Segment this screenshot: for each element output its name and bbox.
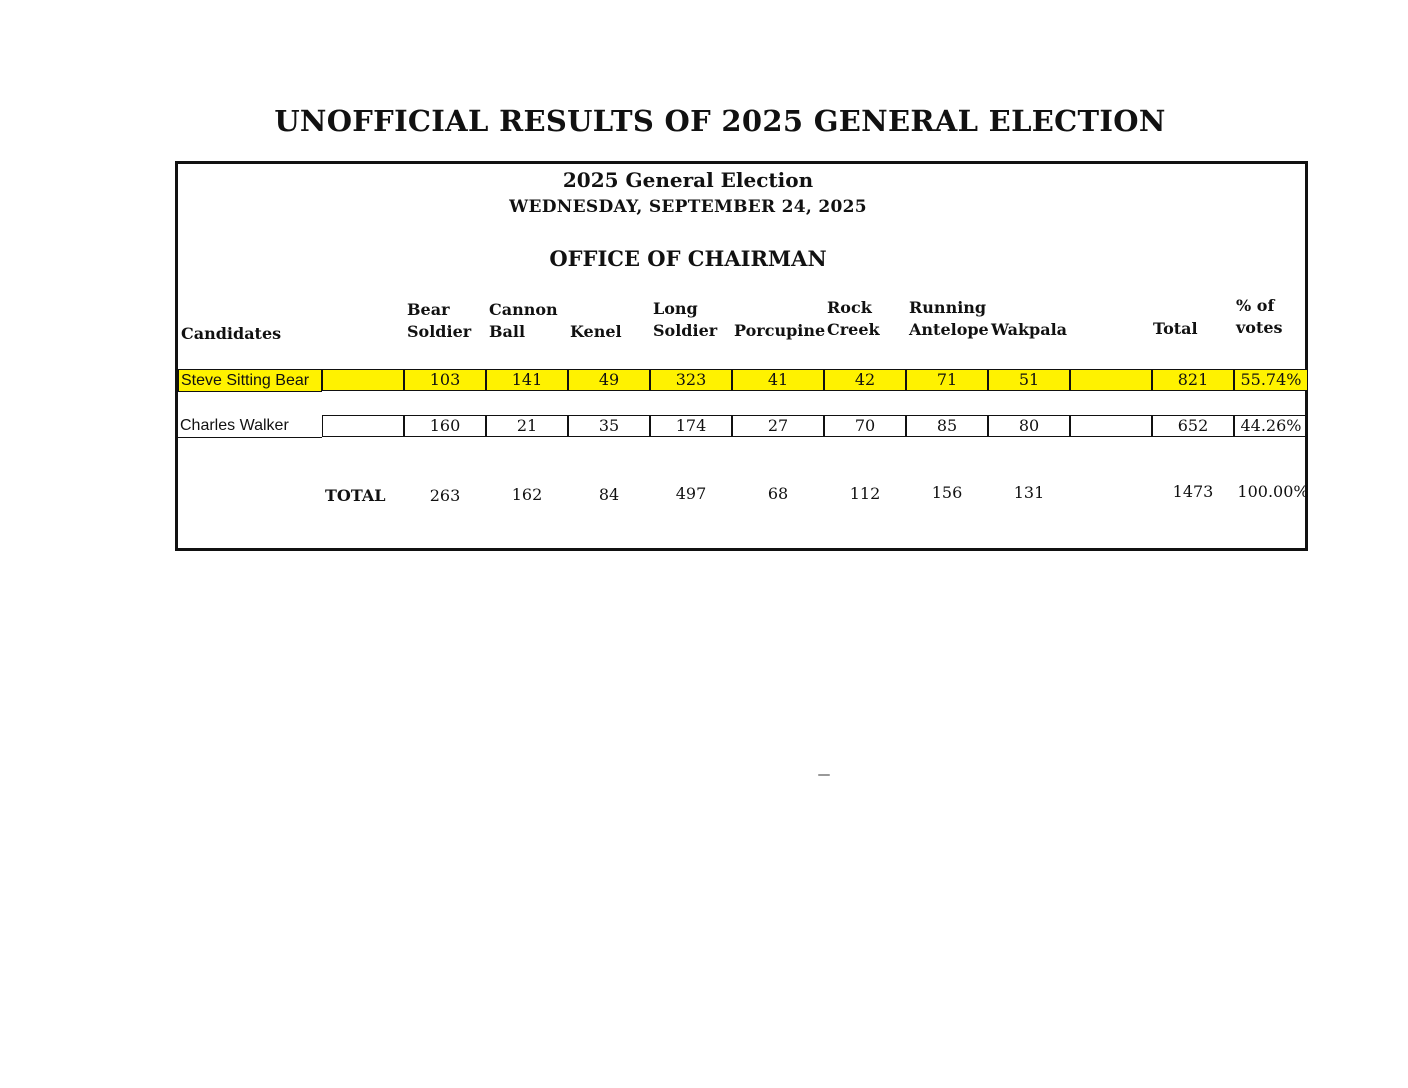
total-cell: 821	[1152, 369, 1234, 391]
page-title: UNOFFICIAL RESULTS OF 2025 GENERAL ELECTION	[274, 104, 1166, 138]
results-table	[175, 161, 1308, 551]
total-value: 131	[1013, 483, 1045, 502]
header-long-soldier: Long Soldier	[653, 299, 718, 340]
vote-cell: 85	[906, 415, 988, 437]
candidate-name: Charles Walker	[178, 415, 322, 438]
vote-cell: 49	[568, 369, 650, 391]
total-value: 68	[767, 484, 789, 503]
vote-cell: 141	[486, 369, 568, 391]
vote-cell: 41	[732, 369, 824, 391]
header-bear-soldier: Bear Soldier	[407, 300, 472, 341]
vote-cell-empty	[1070, 415, 1152, 437]
header-running-antelope: Running Antelope	[909, 298, 989, 339]
vote-cell: 51	[988, 369, 1070, 391]
total-value: 263	[429, 486, 461, 505]
vote-cell: 174	[650, 415, 732, 437]
vote-cell-empty	[322, 369, 404, 391]
grand-total: 1473	[1172, 482, 1214, 501]
total-value: 497	[675, 484, 707, 503]
total-value: 112	[849, 484, 881, 503]
vote-cell: 21	[486, 415, 568, 437]
percent-cell: 55.74%	[1234, 369, 1308, 391]
header-porcupine: Porcupine	[734, 321, 826, 340]
grand-total-percent: 100.00%	[1237, 482, 1309, 501]
percent-cell: 44.26%	[1234, 415, 1308, 437]
vote-cell-empty	[322, 415, 404, 437]
header-wakpala: Wakpala	[991, 320, 1068, 339]
total-value: 84	[598, 485, 620, 504]
total-value: 162	[511, 485, 543, 504]
vote-cell: 80	[988, 415, 1070, 437]
header-candidates: Candidates	[181, 324, 282, 343]
vote-cell: 323	[650, 369, 732, 391]
vote-cell: 70	[824, 415, 906, 437]
scan-mark	[818, 774, 830, 776]
election-name: 2025 General Election	[562, 168, 814, 192]
header-kenel: Kenel	[570, 322, 622, 341]
total-cell: 652	[1152, 415, 1234, 437]
candidate-name: Steve Sitting Bear	[178, 369, 322, 392]
vote-cell: 35	[568, 415, 650, 437]
vote-cell: 71	[906, 369, 988, 391]
election-date: WEDNESDAY, SEPTEMBER 24, 2025	[509, 197, 867, 217]
header-total: Total	[1153, 319, 1198, 338]
vote-cell: 160	[404, 415, 486, 437]
vote-cell: 27	[732, 415, 824, 437]
header-rock-creek: Rock Creek	[827, 298, 880, 339]
total-value: 156	[931, 483, 963, 502]
vote-cell: 42	[824, 369, 906, 391]
totals-label: TOTAL	[325, 486, 386, 505]
vote-cell-empty	[1070, 369, 1152, 391]
header-pct-votes: % of votes	[1236, 296, 1283, 337]
header-cannon-ball: Cannon Ball	[489, 300, 558, 341]
office-title: OFFICE OF CHAIRMAN	[549, 246, 827, 271]
vote-cell: 103	[404, 369, 486, 391]
